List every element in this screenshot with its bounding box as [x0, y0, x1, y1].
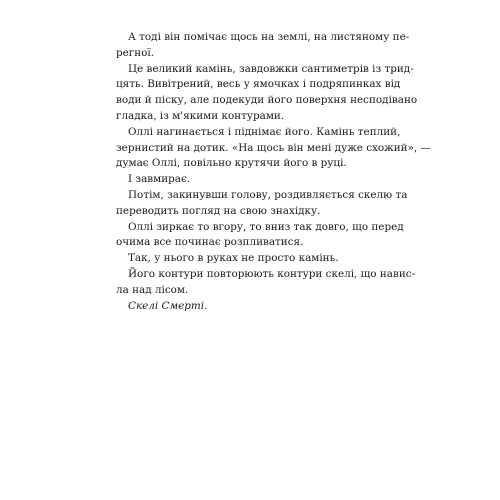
text-line: думає Оллі, повільно крутячи його в руці.: [116, 157, 347, 170]
text-line: переводить погляд на свою знахідку.: [116, 204, 321, 217]
text-line: Потім, закинувши голову, роздивляється скелю та: [128, 188, 408, 201]
text-line: Скелі Смерті.: [128, 299, 208, 312]
text-line: води й піску, але подекуди його поверхня несподівано: [116, 94, 418, 107]
text-line: регної.: [116, 46, 155, 59]
text-line: Оллі зиркає то вгору, то вниз так довго, що перед: [128, 220, 404, 233]
text-line: Так, у нього в руках не просто камінь.: [128, 252, 339, 265]
text-line: І завмирає.: [128, 173, 191, 186]
text-line: цять. Вивітрений, весь у ямочках і подряпинках від: [116, 78, 401, 91]
text-line: ла над лісом.: [116, 283, 189, 296]
text-line: Це великий камінь, завдовжки сантиметрів із трид-: [128, 62, 414, 75]
text-line: гладка, із м'якими контурами.: [116, 109, 285, 122]
text-line: А тоді він помічає щось на землі, на листяному пе-: [128, 31, 410, 43]
text-line: очима все починає розпливатися.: [116, 236, 304, 249]
text-line: Його контури повторюють контури скелі, що навис-: [128, 267, 416, 280]
text-line: зернистий на дотик. «На щось він мені дуже схожий», —: [116, 141, 431, 154]
text-line: Оллі нагинається і піднімає його. Камінь теплий,: [128, 125, 401, 138]
page-text: [116, 30, 431, 314]
